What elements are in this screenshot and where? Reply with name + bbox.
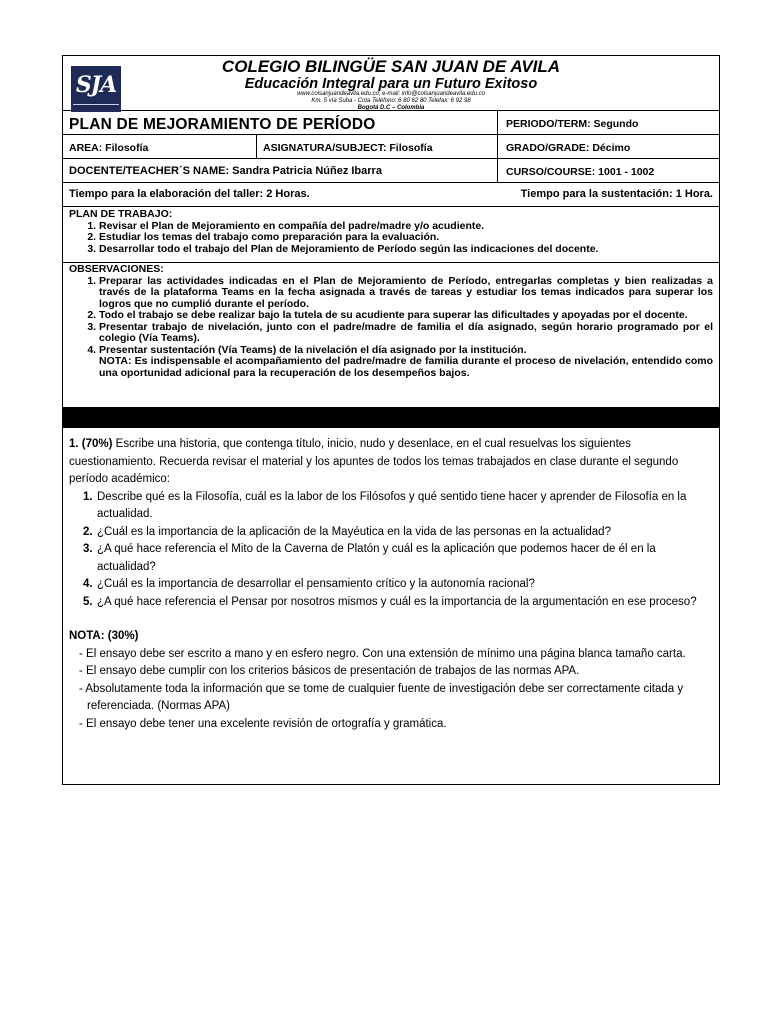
nota-heading: NOTA: (30%) <box>69 630 139 642</box>
subquestion-item: 3. ¿A qué hace referencia el Mito de la Caverna de Platón y cuál es la aplicación que podemos hacer de él en la actualidad? <box>83 543 656 573</box>
observacion-item: 4. Presentar sustentación (Vía Teams) de la nivelación el día asignado por la institución. <box>99 345 713 357</box>
area-row <box>63 135 719 159</box>
header-row <box>63 56 719 111</box>
area: AREA: Filosofía <box>69 142 149 154</box>
tiempo-sustentacion: Tiempo para la sustentación: 1 Hora. <box>520 188 713 200</box>
nota-item: - El ensayo debe ser escrito a mano y en esfero negro. Con una extensión de mínimo una página blanca tamaño carta. <box>79 647 686 660</box>
question-1-number: 1. (70%) <box>69 438 113 450</box>
plan-trabajo-section <box>63 207 719 263</box>
subquestion-item: 2. ¿Cuál es la importancia de la aplicación de la Mayéutica en la vida de las personas en la actualidad? <box>83 525 611 538</box>
observacion-item: 3. Presentar trabajo de nivelación, junto con el padre/madre de familia el día asignado, según horario programado por el colegio (Vía Teams). <box>99 322 713 345</box>
contact-line-1: www.colsanjuandeavila.edu.co; e-mail: info@colsanjuandeavila.edu.co <box>297 91 485 97</box>
observaciones-heading: OBSERVACIONES: <box>69 263 164 275</box>
logo-mark: SJA <box>75 72 117 98</box>
observaciones-section <box>63 263 719 407</box>
question-1-text: Escribe una historia, que contenga título, inicio, nudo y desenlace, en el cual resuelvas los siguientes cuestionamiento. Recuerda revisar el material y los apuntes de todos los temas trabajados en clase durante el segundo período académico: <box>69 438 679 485</box>
question-1 <box>69 436 711 489</box>
docente-row <box>63 159 719 183</box>
nota-item: - El ensayo debe cumplir con los criterios básicos de presentación de trabajos de las normas APA. <box>79 665 580 677</box>
contact-line-2: Km. 5 vía Suba - Cota Teléfono: 6 80 62 80 Telefax: 6 92 98 <box>311 98 471 104</box>
subquestion-list <box>69 489 711 612</box>
tiempo-taller: Tiempo para la elaboración del taller: 2 Horas. <box>69 188 310 200</box>
grado: GRADO/GRADE: Décimo <box>506 142 631 154</box>
plan-trabajo-item: 2. Estudiar los temas del trabajo como preparación para la evaluación. <box>99 232 713 244</box>
plan-trabajo-heading: PLAN DE TRABAJO: <box>69 208 173 220</box>
subquestion-item: 4. ¿Cuál es la importancia de desarrollar el pensamiento crítico y la autonomía racional? <box>83 578 535 590</box>
nota-item: - El ensayo debe tener una excelente revisión de ortografía y gramática. <box>79 717 447 730</box>
observacion-item: 2. Todo el trabajo se debe realizar bajo la tutela de su acudiente para superar las dificultades y apoyadas por el docente. <box>99 310 713 322</box>
observacion-nota: NOTA: Es indispensable el acompañamiento del padre/madre de familia durante el proceso de nivelación, entendido como una oportunidad adicional para la recuperación de los desempeños bajos. <box>99 355 713 379</box>
document-frame <box>62 55 720 785</box>
school-name: COLEGIO BILINGÜE SAN JUAN DE AVILA <box>221 57 561 76</box>
subquestion-item: 1. Describe qué es la Filosofía, cuál es la labor de los Filósofos y qué sentido tiene hacer y aprender de Filosofía en la actualidad. <box>83 490 687 520</box>
plan-title-row <box>63 111 719 135</box>
plan-trabajo-item: 3. Desarrollar todo el trabajo del Plan de Mejoramiento de Período según las indicaciones del docente. <box>99 244 713 256</box>
docente: DOCENTE/TEACHER´S NAME: Sandra Patricia Núñez Ibarra <box>69 165 382 177</box>
observacion-item: 1. Preparar las actividades indicadas en el Plan de Mejoramiento de Período, entregarlas completas y bien realizadas a través de la plataforma Teams en la fecha asignada a través de tareas y estudiar los temas indicados para superar los logros que no cumplió durante el período. <box>99 276 713 311</box>
section-divider-band <box>63 407 719 428</box>
asignatura: ASIGNATURA/SUBJECT: Filosofía <box>263 142 433 154</box>
activity-body <box>69 436 711 733</box>
plan-title: PLAN DE MEJORAMIENTO DE PERÍODO <box>69 116 376 133</box>
nota-item: - Absolutamente toda la información que se tome de cualquier fuente de investigación debe ser correctamente citada y referenciada. (Normas APA) <box>79 682 684 712</box>
subquestion-item: 5. ¿A qué hace referencia el Pensar por nosotros mismos y cuál es la importancia de la argumentación en ese proceso? <box>83 595 697 608</box>
tiempo-row <box>63 183 719 207</box>
school-slogan: Educación Integral para un Futuro Exitoso <box>244 76 538 92</box>
contact-line-3: Bogotá D.C – Colombia <box>357 105 425 111</box>
periodo: PERIODO/TERM: Segundo <box>506 118 639 130</box>
plan-trabajo-item: 1. Revisar el Plan de Mejoramiento en compañía del padre/madre y/o acudiente. <box>99 221 713 233</box>
curso: CURSO/COURSE: 1001 - 1002 <box>506 166 655 178</box>
